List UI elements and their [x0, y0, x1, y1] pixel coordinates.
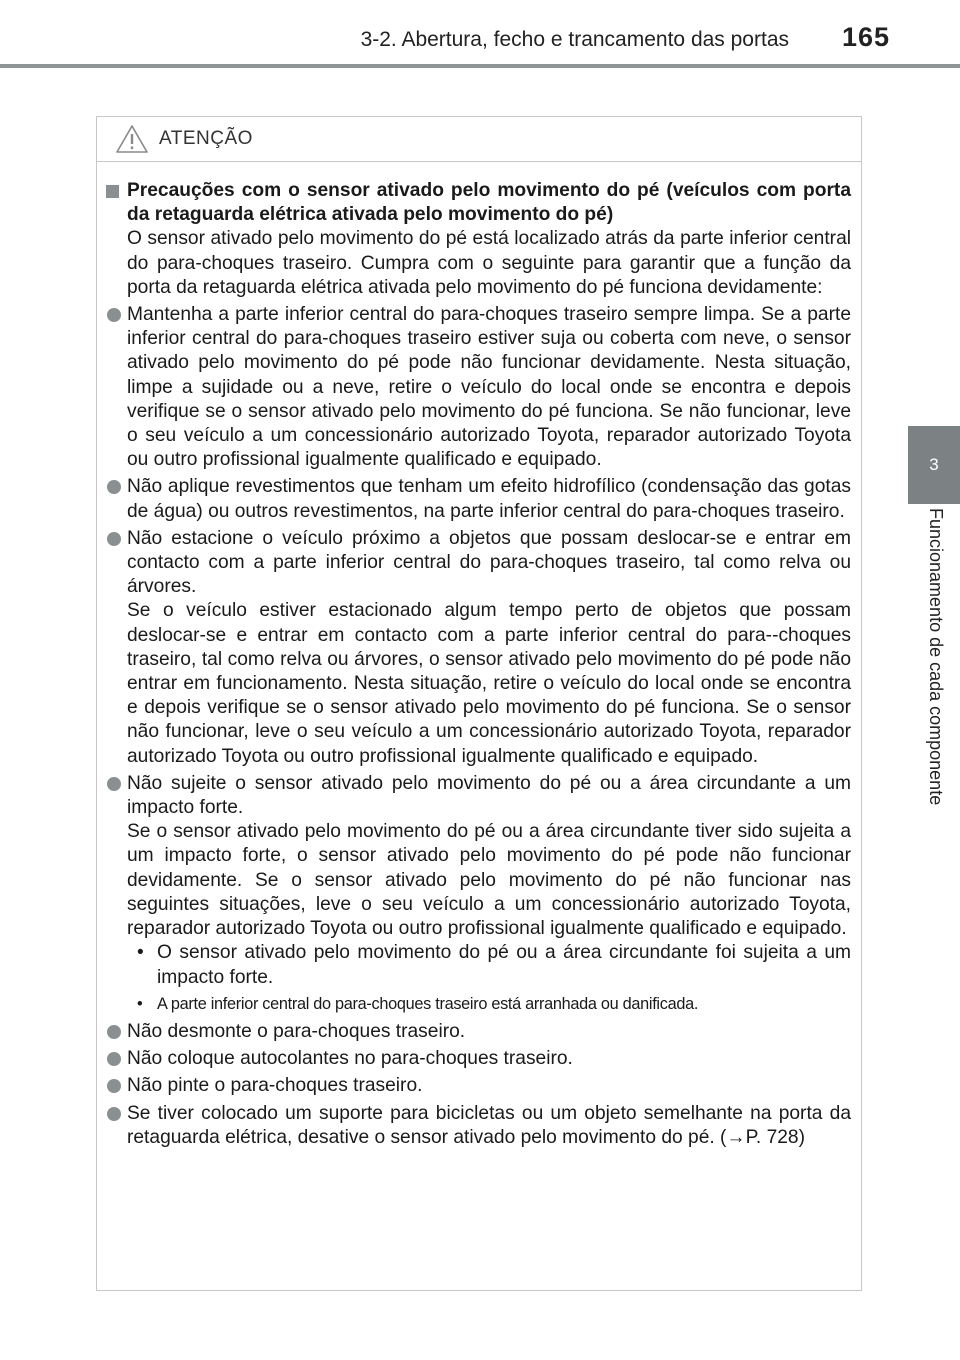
running-header-title: 3-2. Abertura, fecho e trancamento das portas — [360, 28, 789, 51]
chapter-tab[interactable] — [908, 426, 960, 504]
warning-box — [96, 116, 862, 1291]
bullet-paragraph: Se o veículo estiver estacionado algum tempo perto de objetos que possam deslocar-se e entrar em contacto com a parte inferior central do para--choques traseiro, tal como relva ou árvores, o sensor ativado pelo movimento do pé pode não entrar em funcionamento. Nesta situação, retire o veículo do local onde se encontra e depois verifique se o sensor ativado pelo movimento do pé funciona. Se o sensor não funcionar, leve o seu veículo a um concessionário autorizado Toyota, reparador autorizado Toyota ou outro profissional igualmente qualificado e equipado. — [127, 600, 851, 767]
page-number: 165 — [841, 22, 890, 52]
bullet-dot-icon — [107, 532, 121, 546]
section-title — [105, 179, 851, 227]
bullet-dot-icon — [107, 777, 121, 791]
bullet-paragraph: Não pinte o para-choques traseiro. — [127, 1075, 423, 1097]
sub-item — [131, 941, 851, 989]
bullet-item — [105, 303, 851, 472]
warning-triangle-icon — [115, 124, 149, 154]
bullet-paragraph: Não estacione o veículo próximo a objetos que possam deslocar-se e entrar em contacto com a parte inferior central do para-choques traseiro, tal como relva ou árvores. — [127, 527, 851, 598]
bullet-item — [105, 1074, 851, 1098]
bullet-dot-icon — [107, 1079, 121, 1093]
bullet-item — [105, 1047, 851, 1071]
sub-bullet-marker: • — [137, 942, 144, 964]
bullet-dot-icon — [107, 1107, 121, 1121]
warning-header — [97, 117, 861, 162]
sub-item — [131, 992, 851, 1016]
warning-content — [105, 179, 851, 1150]
bullet-paragraph: Mantenha a parte inferior central do para-choques traseiro sempre limpa. Se a parte inferior central do para-choques traseiro estiver suja ou coberta com neve, o sensor ativado pelo movimento do pé pode não funcionar devidamente. Nesta situação, limpe a sujidade ou a neve, retire o veículo do local onde se encontra e depois verifique se o sensor ativado pelo movimento do pé funciona. Se não funcionar, leve o seu veículo a um concessionário autorizado Toyota, reparador autorizado Toyota ou outro profissional igualmente qualificado e equipado. — [127, 304, 851, 471]
section-square-icon — [106, 185, 119, 198]
bullet-item — [105, 772, 851, 1016]
bullet-paragraph: Não aplique revestimentos que tenham um efeito hidrofílico (condensação das gotas de água) ou outros revestimentos, na parte inferior central do para-choques traseiro. — [127, 476, 851, 522]
bullet-item — [105, 1102, 851, 1150]
bullet-paragraph: Não desmonte o para-choques traseiro. — [127, 1020, 466, 1042]
bullet-paragraph: Se tiver colocado um suporte para bicicletas ou um objeto semelhante na porta da retaguarda elétrica, desative o sensor ativado pelo movimento do pé. (→P. 728) — [127, 1102, 851, 1148]
chapter-side-label — [908, 508, 960, 868]
bullet-dot-icon — [107, 480, 121, 494]
bullet-paragraph: Não coloque autocolantes no para-choques traseiro. — [127, 1048, 573, 1070]
header-divider — [0, 64, 960, 68]
sub-bullet-marker: • — [137, 994, 143, 1013]
intro-paragraph: O sensor ativado pelo movimento do pé está localizado atrás da parte inferior central do para-choques traseiro. Cumpra com o seguinte para garantir que a função da porta da retaguarda elétrica ativada pelo movimento do pé funciona devidamente: — [127, 228, 851, 298]
bullet-dot-icon — [107, 1052, 121, 1066]
warning-title: ATENÇÃO — [159, 128, 253, 149]
bullet-paragraph: Se o sensor ativado pelo movimento do pé ou a área circundante tiver sido sujeita a um impacto forte, o sensor ativado pelo movimento do pé pode não funcionar devidamente. Se o sensor ativado pelo movimento do pé não funcionar nas seguintes situações, leve o seu veículo a um concessionário autorizado Toyota, reparador autorizado Toyota ou outro profissional igualmente qualificado e equipado. — [127, 821, 851, 940]
bullet-dot-icon — [107, 308, 121, 322]
bullet-item — [105, 1020, 851, 1044]
chapter-tab-number: 3 — [929, 455, 939, 474]
section-title-text: Precauções com o sensor ativado pelo movimento do pé (veículos com porta da retaguarda elétrica ativada pelo movimento do pé) — [127, 180, 851, 226]
chapter-side-label-text: Funcionamento de cada componente — [926, 508, 946, 806]
bullet-item — [105, 527, 851, 769]
bullet-dot-icon — [107, 1025, 121, 1039]
sub-item-text: A parte inferior central do para-choques traseiro está arranhada ou danificada. — [157, 994, 699, 1013]
sub-item-text: O sensor ativado pelo movimento do pé ou a área circundante foi sujeita a um impacto forte. — [157, 942, 851, 988]
bullet-item — [105, 475, 851, 523]
bullet-paragraph: Não sujeite o sensor ativado pelo movimento do pé ou a área circundante a um impacto forte. — [127, 772, 851, 819]
